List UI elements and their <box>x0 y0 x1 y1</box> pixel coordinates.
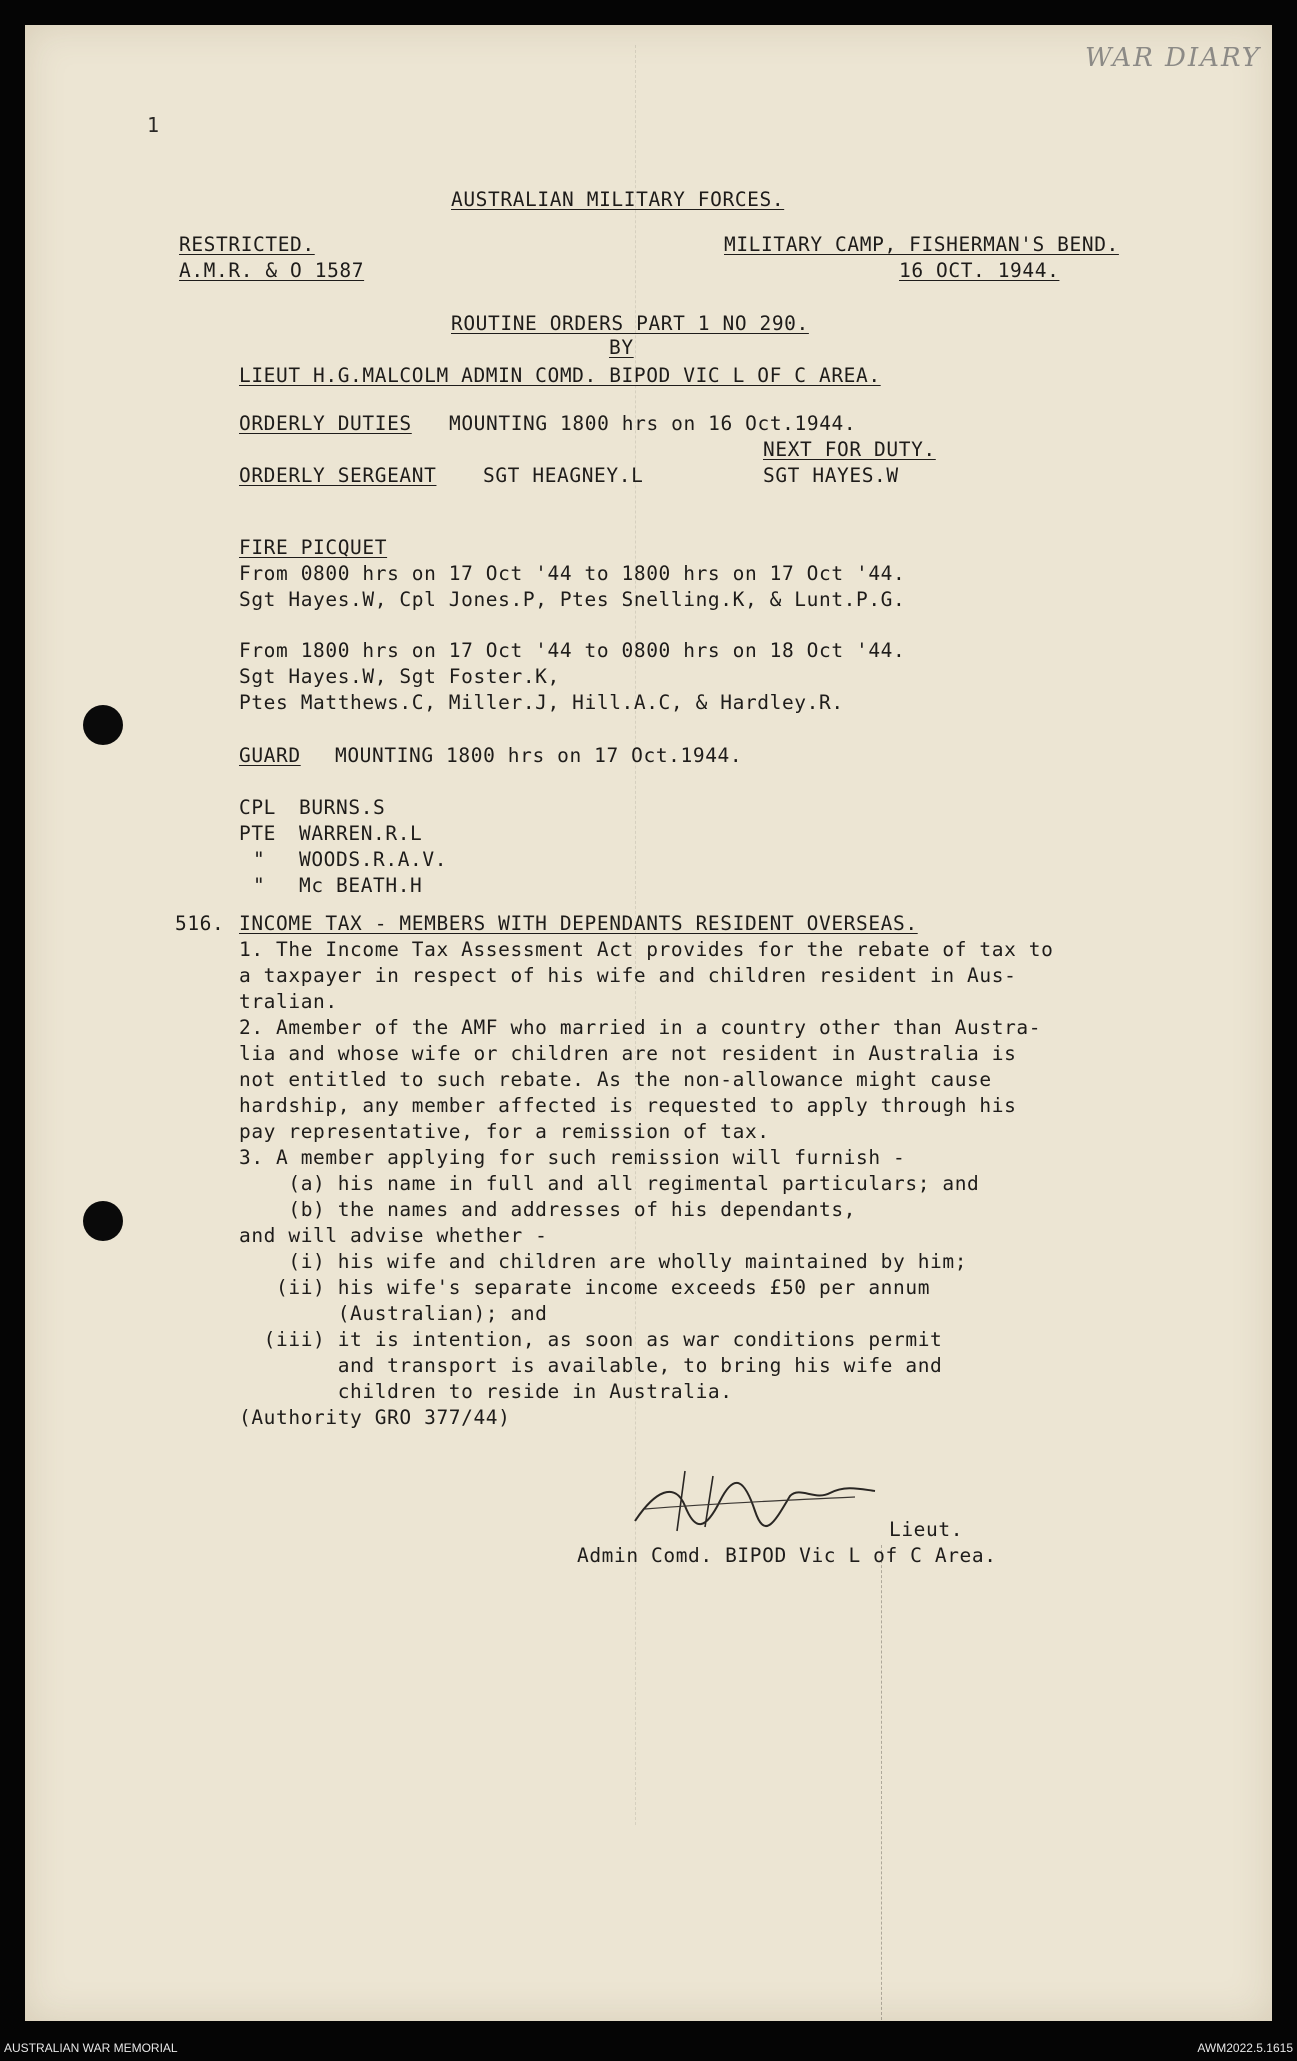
signature-rank: Lieut. <box>889 1518 964 1541</box>
item-line: (Authority GRO 377/44) <box>239 1406 511 1429</box>
item-line: tralian. <box>239 990 338 1013</box>
item-line: (a) his name in full and all regimental particulars; and <box>239 1172 980 1195</box>
item-line: 1. The Income Tax Assessment Act provides for the rebate of tax to <box>239 938 1054 961</box>
war-diary-annotation: WAR DIARY <box>1085 43 1261 73</box>
item-line: (Australian); and <box>239 1302 548 1325</box>
guard-name: WOODS.R.A.V. <box>299 848 448 871</box>
item-line: hardship, any member affected is requested to apply through his <box>239 1094 1017 1117</box>
item-line: 2. Amember of the AMF who married in a country other than Austra- <box>239 1016 1042 1039</box>
guard-rank: " <box>253 848 266 871</box>
item-line: 3. A member applying for such remission will furnish - <box>239 1146 906 1169</box>
location-line: MILITARY CAMP, FISHERMAN'S BEND. <box>724 233 1119 256</box>
document-date: 16 OCT. 1944. <box>899 259 1060 282</box>
item-line: (ii) his wife's separate income exceeds £50 per annum <box>239 1276 931 1299</box>
punch-hole-top <box>83 705 123 745</box>
item-heading: INCOME TAX - MEMBERS WITH DEPENDANTS RESIDENT OVERSEAS. <box>239 912 918 935</box>
guard-name: WARREN.R.L <box>299 822 423 845</box>
item-line: a taxpayer in respect of his wife and children resident in Aus- <box>239 964 1017 987</box>
orderly-sergeant-name: SGT HEAGNEY.L <box>483 464 644 487</box>
footer-left: AUSTRALIAN WAR MEMORIAL <box>4 2041 178 2055</box>
restricted-label: RESTRICTED. <box>179 233 315 256</box>
item-line: (b) the names and addresses of his dependants, <box>239 1198 856 1221</box>
item-line: and transport is available, to bring his wife and <box>239 1354 943 1377</box>
item-line: pay representative, for a remission of tax. <box>239 1120 770 1143</box>
guard-name: BURNS.S <box>299 796 386 819</box>
fire-picquet-line: Ptes Matthews.C, Miller.J, Hill.A.C, & Hardley.R. <box>239 691 844 714</box>
fold-line-right <box>881 1545 882 2021</box>
guard-heading: GUARD <box>239 744 301 767</box>
orders-issuer: LIEUT H.G.MALCOLM ADMIN COMD. BIPOD VIC L OF C AREA. <box>239 364 881 387</box>
fire-picquet-line: Sgt Hayes.W, Sgt Foster.K, <box>239 665 560 688</box>
orderly-sergeant-label: ORDERLY SERGEANT <box>239 464 437 487</box>
fire-picquet-line: Sgt Hayes.W, Cpl Jones.P, Ptes Snelling.K, & Lunt.P.G. <box>239 588 906 611</box>
footer-right: AWM2022.5.1615 <box>1197 2041 1293 2055</box>
reference-number: A.M.R. & O 1587 <box>179 259 365 282</box>
item-line: (i) his wife and children are wholly maintained by him; <box>239 1250 968 1273</box>
document-page <box>25 25 1272 2021</box>
guard-name: Mc BEATH.H <box>299 874 423 897</box>
item-line: not entitled to such rebate. As the non-allowance might cause <box>239 1068 992 1091</box>
handwritten-signature <box>625 1461 885 1541</box>
orders-title: ROUTINE ORDERS PART 1 NO 290. <box>451 312 809 335</box>
next-for-duty-label: NEXT FOR DUTY. <box>763 438 936 461</box>
guard-rank: " <box>253 874 266 897</box>
signature-title: Admin Comd. BIPOD Vic L of C Area. <box>577 1544 997 1567</box>
fire-picquet-line: From 0800 hrs on 17 Oct '44 to 1800 hrs on 17 Oct '44. <box>239 562 906 585</box>
item-line: lia and whose wife or children are not resident in Australia is <box>239 1042 1017 1065</box>
orderly-duties-label: ORDERLY DUTIES <box>239 412 412 435</box>
corner-mark: 1 <box>147 113 160 137</box>
document-title: AUSTRALIAN MILITARY FORCES. <box>451 188 785 211</box>
orderly-duties-mounting: MOUNTING 1800 hrs on 16 Oct.1944. <box>449 412 857 435</box>
punch-hole-bottom <box>83 1201 123 1241</box>
item-line: and will advise whether - <box>239 1224 548 1247</box>
item-line: children to reside in Australia. <box>239 1380 733 1403</box>
guard-rank: PTE <box>239 822 277 845</box>
item-number: 516. <box>175 912 225 935</box>
fire-picquet-heading: FIRE PICQUET <box>239 536 388 559</box>
fire-picquet-line: From 1800 hrs on 17 Oct '44 to 0800 hrs on 18 Oct '44. <box>239 639 906 662</box>
guard-rank: CPL <box>239 796 277 819</box>
item-line: (iii) it is intention, as soon as war conditions permit <box>239 1328 943 1351</box>
guard-mounting: MOUNTING 1800 hrs on 17 Oct.1944. <box>335 744 743 767</box>
next-sergeant-name: SGT HAYES.W <box>763 464 899 487</box>
orders-by: BY <box>609 336 634 359</box>
